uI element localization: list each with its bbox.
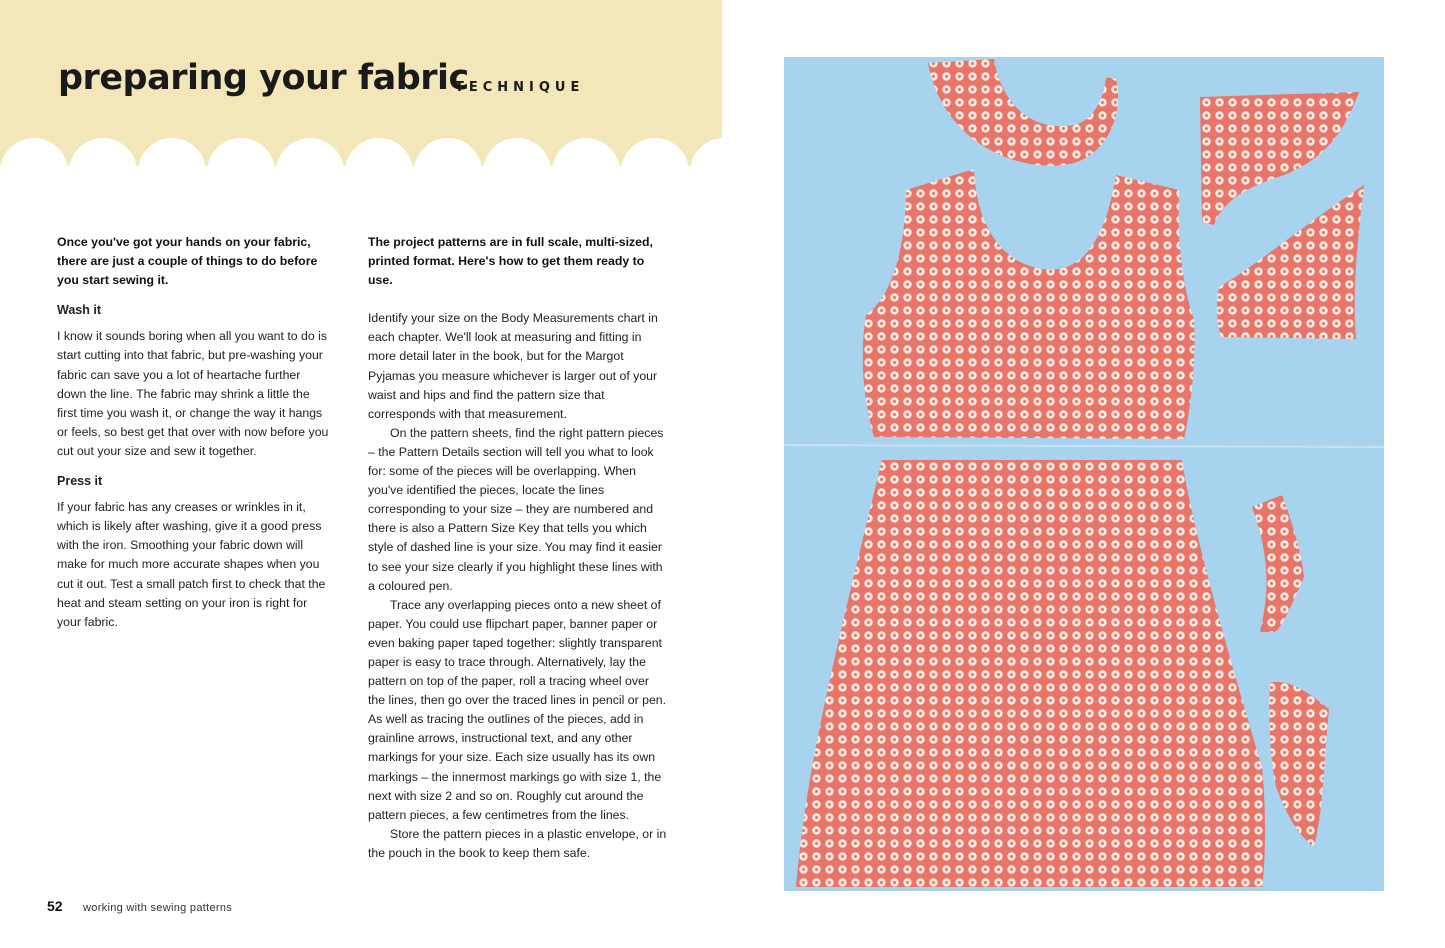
fabric-pieces-photo xyxy=(784,57,1384,891)
section-kicker: TECHNIQUE xyxy=(455,80,585,95)
subhead-wash-it: Wash it xyxy=(57,303,101,318)
left-text-column xyxy=(57,233,329,632)
paragraph-identify-size: Identify your size on the Body Measurements chart in each chapter. We'll look at measuring and fitting in more detail later in the book, but for the Margot Pyjamas you measure whichever is larger out of your waist and hips and find the pattern size that corresponds with that measurement. xyxy=(368,311,658,421)
paragraph-store: Store the pattern pieces in a plastic envelope, or in the pouch in the book to keep them safe. xyxy=(368,826,667,860)
wash-it-body: I know it sounds boring when all you want to do is start cutting into that fabric, but pre-washing your fabric can save you a lot of heartache further down the line. The fabric may shrink a little the first time you wash it, or change the way it hangs or feels, so best get that over with now before you cut out your size and sew it together. xyxy=(57,329,329,458)
running-head: working with sewing patterns xyxy=(83,902,233,914)
subhead-press-it: Press it xyxy=(57,474,103,489)
middle-intro: The project patterns are in full scale, multi-sized, printed format. Here's how to get them ready to use. xyxy=(368,235,653,288)
middle-text-column xyxy=(368,233,668,863)
page-title: preparing your fabric xyxy=(58,58,469,98)
paragraph-trace: Trace any overlapping pieces onto a new sheet of paper. You could use flipchart paper, banner paper or even baking paper taped together: slightly transparent paper is easy to trace through. Alternatively, lay the pattern on top of the paper, roll a tracing wheel over the lines, then go over the traced lines in pencil or pen. As well as tracing the outlines of the pieces, add in grainline arrows, instructional text, and any other markings for your size. Each size usually has its own markings – the innermost markings go with size 1, the next with size 2 and so on. Roughly cut around the pattern pieces, a few centimetres from the lines. xyxy=(368,597,667,822)
left-intro: Once you've got your hands on your fabric, there are just a couple of things to do before you start sewing it. xyxy=(57,235,318,288)
press-it-body: If your fabric has any creases or wrinkles in it, which is likely after washing, give it a good press with the iron. Smoothing your fabric down will make for much more accurate shapes when you cut it out. Test a small patch first to check that the heat and steam setting on your iron is right for your fabric. xyxy=(57,500,326,629)
paragraph-pattern-sheets: On the pattern sheets, find the right pattern pieces – the Pattern Details section will tell you what to look for: some of the pieces will be overlapping. When you've identified the pieces, locate the lines corresponding to your size – they are numbered and there is also a Pattern Size Key that tells you which style of dashed line is your size. You may find it easier to see your size clearly if you highlight these lines with a coloured pen. xyxy=(368,425,664,593)
page-number: 52 xyxy=(47,898,63,914)
page-footer xyxy=(47,898,232,916)
